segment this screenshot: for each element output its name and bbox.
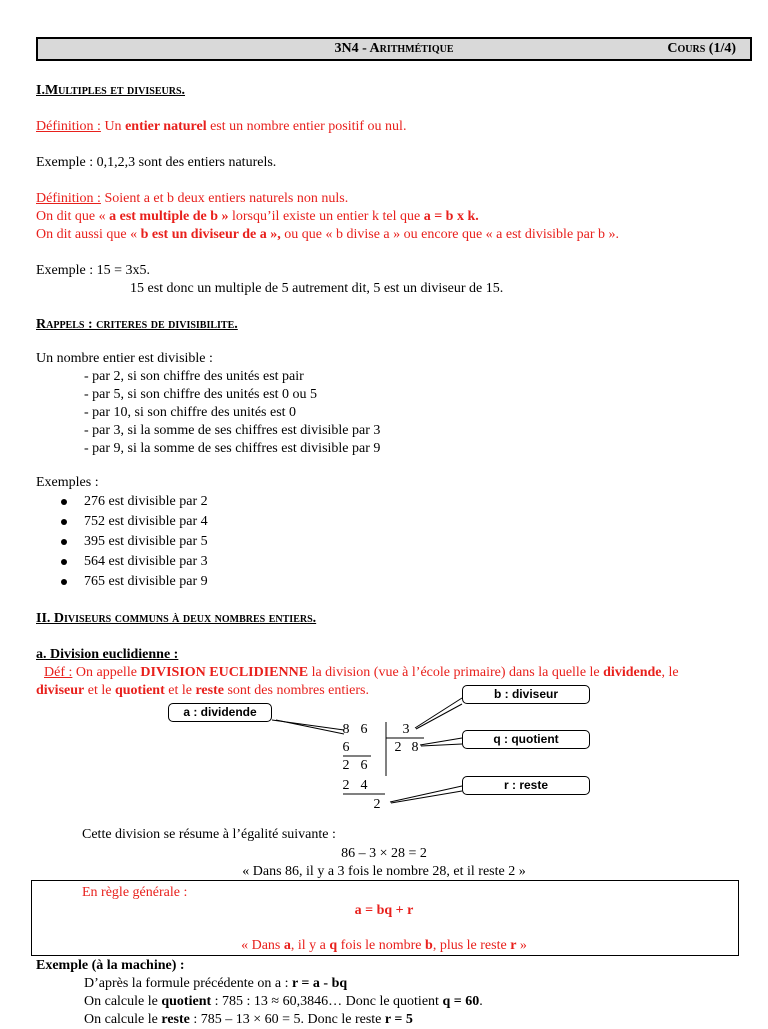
example-1: Exemple : 0,1,2,3 sont des entiers naturels. — [36, 155, 277, 170]
rule-var: r — [510, 938, 517, 953]
definition-text: , le — [661, 665, 679, 680]
definition-text: On dit aussi que « — [36, 227, 141, 242]
definition-term: entier naturel — [125, 119, 207, 134]
machine-term: quotient — [161, 994, 212, 1009]
definition-term: reste — [195, 683, 224, 698]
rappels-intro: Un nombre entier est divisible : — [36, 351, 213, 366]
machine-example-line-2 — [84, 993, 483, 1011]
example-item: 752 est divisible par 4 — [84, 514, 208, 529]
dividend-pointer — [276, 720, 344, 734]
definition-text: On dit que « — [36, 209, 110, 224]
definition-text: On appelle — [72, 665, 141, 680]
step-value: 6 — [342, 740, 350, 755]
machine-text: . — [479, 994, 483, 1009]
dividend-digit: 8 — [342, 722, 350, 737]
rule-text: « Dans — [241, 938, 284, 953]
definition-term: b est un diviseur de a », — [140, 227, 281, 242]
example-item: 276 est divisible par 2 — [84, 494, 208, 509]
definition-term: DIVISION EUCLIDIENNE — [140, 665, 309, 680]
remainder-value: 2 — [373, 797, 381, 812]
definition-text: et le — [164, 683, 196, 698]
definition-text: Soient a et b deux entiers naturels non nuls. — [100, 191, 349, 206]
rule-formula: a = bq + r — [354, 903, 414, 918]
rule-var: a — [283, 938, 291, 953]
step-digit: 2 — [342, 758, 350, 773]
divisor-pointer — [416, 704, 462, 729]
definition-text: Un — [100, 119, 126, 134]
criterion-item: - par 10, si son chiffre des unités est 0 — [84, 405, 297, 420]
machine-text: : 785 : 13 ≈ 60,3846… Donc le quotient — [211, 994, 443, 1009]
criterion-item: - par 3, si la somme de ses chiffres est divisible par 3 — [84, 423, 381, 438]
definition-formula: a = b x k. — [423, 209, 479, 224]
examples-label: Exemples : — [36, 475, 99, 490]
example-2-line-1: Exemple : 15 = 3x5. — [36, 263, 151, 278]
divisor-pointer — [415, 698, 462, 728]
machine-example-title: Exemple (à la machine) : — [36, 958, 185, 973]
machine-text: On calcule le — [84, 1012, 162, 1027]
example-item: 564 est divisible par 3 — [84, 554, 208, 569]
rule-text: , il y a — [290, 938, 330, 953]
rule-label: En règle générale : — [82, 885, 188, 900]
definition-text: est un nombre entier positif ou nul. — [206, 119, 407, 134]
rule-var: b — [425, 938, 433, 953]
machine-example-line-1 — [84, 975, 347, 993]
remainder-pointer — [391, 791, 462, 803]
quotient-digit: 2 — [394, 740, 402, 755]
example-item: 765 est divisible par 9 — [84, 574, 208, 589]
definition-term: diviseur — [36, 683, 85, 698]
machine-text: D’après la formule précédente on a : — [84, 976, 292, 991]
step-digit: 2 — [342, 778, 350, 793]
header-title: 3N4 - Arithmétique — [334, 41, 454, 56]
dividend-digit: 6 — [360, 722, 368, 737]
rule-text: » — [516, 938, 527, 953]
subsection-a-title: a. Division euclidienne : — [36, 647, 179, 662]
definition-term: quotient — [114, 683, 165, 698]
dividend-callout: a : dividende — [168, 703, 272, 722]
quotient-digit: 8 — [411, 740, 419, 755]
definition-label: Définition : — [36, 191, 101, 206]
rule-quote — [0, 937, 768, 955]
rappels-title: Rappels : criteres de divisibilite. — [36, 317, 238, 332]
remainder-pointer — [390, 786, 462, 802]
machine-term: reste — [161, 1012, 190, 1027]
header-page-indicator: Cours (1/4) — [667, 41, 736, 56]
definition-text: ou que « b divise a » ou encore que « a est divisible par b ». — [280, 227, 620, 242]
step-digit: 4 — [360, 778, 368, 793]
machine-result: r = 5 — [384, 1012, 413, 1027]
machine-text: On calcule le — [84, 994, 162, 1009]
step-digit: 6 — [360, 758, 368, 773]
section-1-title: I.Multiples et diviseurs. — [36, 83, 186, 98]
rule-text: , plus le reste — [432, 938, 511, 953]
machine-text: : 785 – 13 × 60 = 5. Donc le reste — [189, 1012, 385, 1027]
criterion-item: - par 5, si son chiffre des unités est 0 ou 5 — [84, 387, 318, 402]
division-summary: Cette division se résume à l’égalité suivante : — [82, 827, 336, 842]
example-item: 395 est divisible par 5 — [84, 534, 208, 549]
machine-result: q = 60 — [442, 994, 480, 1009]
definition-text: sont des nombres entiers. — [223, 683, 369, 698]
criterion-item: - par 9, si la somme de ses chiffres est divisible par 9 — [84, 441, 381, 456]
section-2-title: II. Diviseurs communs à deux nombres entiers. — [36, 611, 317, 626]
machine-example-line-3 — [84, 1011, 413, 1029]
criterion-item: - par 2, si son chiffre des unités est pair — [84, 369, 304, 384]
definition-term: dividende — [603, 665, 662, 680]
division-quote: « Dans 86, il y a 3 fois le nombre 28, et il reste 2 » — [242, 864, 526, 879]
definition-text: et le — [84, 683, 115, 698]
machine-formula: r = a - bq — [291, 976, 348, 991]
remainder-callout: r : reste — [462, 776, 590, 795]
example-2-line-2: 15 est donc un multiple de 5 autrement dit, 5 est un diviseur de 15. — [130, 281, 504, 296]
definition-term: a est multiple de b » — [109, 209, 229, 224]
quotient-callout: q : quotient — [462, 730, 590, 749]
rule-var: q — [329, 938, 338, 953]
divisor-callout: b : diviseur — [462, 685, 590, 704]
definition-label: Déf : — [44, 665, 73, 680]
rule-text: fois le nombre — [337, 938, 426, 953]
divisor-value: 3 — [402, 722, 410, 737]
definition-text: la division (vue à l’école primaire) dans la quelle le — [308, 665, 604, 680]
definition-label: Définition : — [36, 119, 101, 134]
division-equation: 86 – 3 × 28 = 2 — [341, 846, 427, 861]
definition-text: lorsqu’il existe un entier k tel que — [228, 209, 424, 224]
